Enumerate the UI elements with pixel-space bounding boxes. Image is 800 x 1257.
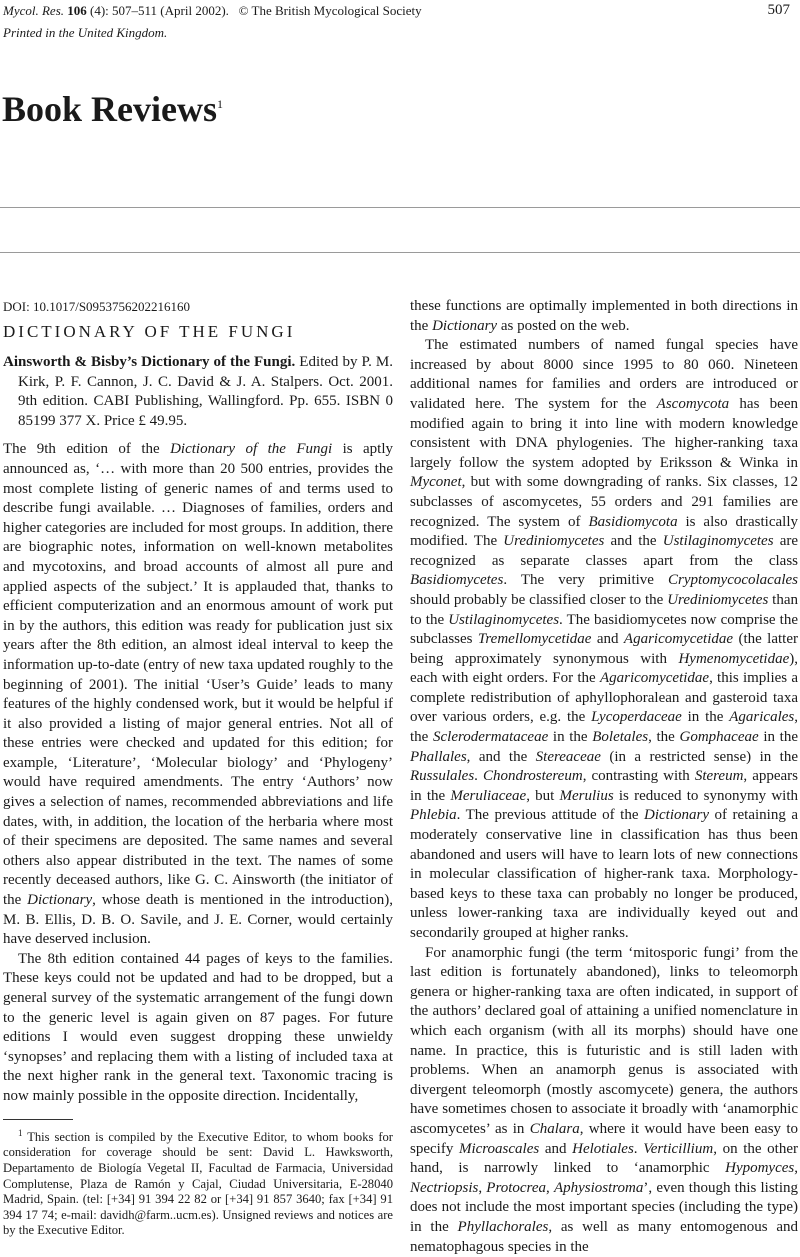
italic-term: Nectriopsis [410,1179,479,1196]
text-run: , [546,1179,554,1196]
text-run: (the latter being approximately synonymous with [410,631,798,667]
text-run: ’, even though this listing does not include the most important species (including the type) in the [410,1179,799,1235]
text-run: these functions are optimally implemented in both directions in the [410,298,798,334]
italic-term: Microascales [458,1140,540,1157]
volume-number: 106 [67,3,87,18]
text-run: are recognized as separate classes apart from the class [410,533,798,569]
title-footnote-mark: 1 [217,97,223,111]
italic-term: Phlebia [410,807,457,824]
italic-term: Myconet [410,474,462,491]
italic-term: Lycoperdaceae [591,709,682,726]
text-run: than to the [410,591,799,628]
left-paragraph [3,440,393,949]
text-run: , and the [466,748,536,765]
italic-term: Helotiales [572,1140,634,1157]
italic-term: Urediniomycetes [667,591,769,608]
doi-line: DOI: 10.1017/S0953756202216160 [3,299,191,314]
italic-term: Hymenomycetidae [678,650,790,667]
text-run: The estimated numbers of named fungal species have increased by about 8000 since 1995 to 80 060. Nineteen additional names for families and orders are introduced or validated here. The system for the [410,337,798,412]
italic-term: Gomphaceae [679,729,759,746]
text-run: , as well as many entomogenous and nematophagous species in the [410,1218,798,1255]
title-rule-bottom [0,252,800,253]
italic-term: Protocrea [486,1179,546,1196]
italic-term: Ascomycota [656,395,730,412]
citation-line [3,0,422,22]
text-run: as posted on the web. [497,317,630,334]
text-run: The 9th edition of the [3,441,171,458]
text-run: , but [526,787,560,804]
right-column [410,297,798,1257]
text-run: should probably be classified closer to the [410,591,668,608]
right-paragraph [410,336,798,943]
footnote-text: This section is compiled by the Executive Editor, to whom books for consideration for coverage should be sent: David L. Hawksworth, Departamento de Biología Vegetal II, Facultad de Farmacia, Universidad Complutense, Plaza de Ramón y Cajal, Ciudad Universitaria, E-28040 Madrid, Spain. (tel: [+34] 91 394 22 82 or [+34] 91 857 3640; fax [+34] 91 394 17 74; e-mail: davidh@farm..ucm.es). Unsigned reviews and notices are by the Executive Editor. [3,1129,394,1238]
book-title: Ainsworth & Bisby’s Dictionary of the Fungi. [3,354,296,370]
text-run: and [539,1140,573,1157]
right-paragraph [410,944,798,1257]
italic-term: Aphysiostroma [553,1179,644,1196]
book-details: Edited by P. M. Kirk, P. F. Cannon, J. C. David & J. A. Stalpers. Oct. 2001. 9th edition. CABI Publishing, Wallingford. Pp. 655. ISBN 0 85199 377 X. Price £ 49.95. [18,354,393,429]
italic-term: Basidiomycetes [410,572,504,589]
italic-term: Sclerodermataceae [433,729,549,746]
footnote [3,1126,393,1239]
italic-term: Phallales [410,748,467,765]
footnote-mark: 1 [18,1127,23,1138]
left-paragraph [3,950,393,1107]
running-header [3,0,422,44]
text-run: ), each with eight orders. For the [410,650,798,687]
page-number: 507 [767,2,790,18]
page-title [2,84,223,129]
text-run: , appears in the [410,768,798,804]
italic-term: Basidiomycota [588,513,678,530]
italic-term: Verticillium [643,1140,714,1157]
text-run: . The very primitive [503,572,669,589]
text-run: is also drastically modified. The [410,513,798,550]
copyright-notice: © The British Mycological Society [238,3,422,18]
italic-term: Chondrostereum [482,768,583,785]
text-run: , but with some downgrading of ranks. Six classes, 12 subclasses of ascomycetes, 55 orders and 291 families are recognized. The system of [410,474,798,530]
italic-term: Ustilaginomycetes [448,611,560,628]
text-run: and the [604,533,663,550]
review-heading: DICTIONARY OF THE FUNGI [3,322,296,341]
text-run: , the [648,729,680,746]
italic-term: Tremellomycetidae [477,631,592,648]
italic-term: Agaricomycetidae [623,631,734,648]
italic-term: Dictionary [432,317,498,334]
text-run: of retaining a moderately conservative line in classification has thus been abandoned and users will have to learn lots of new connections in molecular classification of higher-rank taxa. Morphology-based keys to these taxa can probably no longer be produced, unless lower-ranking taxa are individually keyed out and secondarily grouped at higher ranks. [410,807,799,941]
italic-term: Ustilaginomycetes [662,533,774,550]
text-run: . The basidiomycetes now comprise the subclasses [410,611,798,648]
italic-term: Merulius [559,787,614,804]
italic-term: Agaricomycetidae [599,670,710,687]
footnote-rule [3,1119,73,1120]
italic-term: Russulales [410,768,475,785]
text-run: , [794,1160,798,1177]
text-run: The 8th edition contained 44 pages of keys to the families. These keys could not be updated and had to be dropped, but a general survey of the systematic arrangement of the fungi down to the generic level is again given on 87 pages. For future editions I would even suggest dropping these unwieldy ‘synopses’ and replacing them with a listing of included taxa at the next higher rank in the general text. Taxonomic tracing is now mainly possible in the opposite direction. Incidentally, [3,950,393,1104]
text-run: and [591,631,624,648]
italic-term: Dictionary [27,892,93,909]
italic-term: Cryptomycocolacales [668,572,798,589]
italic-term: Boletales [592,729,649,746]
text-run: in the [681,709,730,726]
italic-term: Dictionary of the Fungi [170,441,333,458]
text-run: is aptly announced as, ‘… with more than 20 500 entries, provides the most complete listing of generic names of and terms used to describe fungi available. … Diagnoses of families, orders and higher categories are included for most groups. In addition, there are biographic notes, information on well-known metabolites and mycotoxins, and broad accounts of almost all pure and applied aspects of the subject.’ It is applauded that, thanks to efficient computerization and an enormous amount of work put in by the authors, this edition was ready for publication just six years after the 8th edition, an almost ideal interval to keep the information up-to-date (entry of new taxa updated roughly to the beginning of 2001). The initial ‘User’s Guide’ leads to many features of the highly condensed work, but it would be helpful if it also provided a listing of major general entries. Not all of these entries were checked and updated for this edition; for example, ‘Literature’, ‘Molecular biology’ and ‘Phylogeny’ would have required amendments. The entry ‘Authors’ now gives a selection of names, recommended abbreviations and life dates, with, in addition, the location of the herbaria where most of their specimens are deposited. The same names and several others also appear distributed in the text. The names of some recently deceased authors, like G. C. Ainsworth (the initiator of the [3,441,393,909]
text-run: , whose death is mentioned in the introduction), M. B. Ellis, D. B. O. Savile, and J. E. Corner, would certainly have deserved inclusion. [3,892,393,948]
text-run: , on the other hand, is narrowly linked to ‘anamorphic [410,1140,798,1177]
right-paragraph [410,297,798,336]
text-run: , this implies a complete redistribution of aphyllophoralean and gasteroid taxa over various orders, e.g. the [410,670,799,726]
text-run: . [474,768,483,785]
text-run: , contrasting with [582,768,695,785]
printed-notice: Printed in the United Kingdom. [3,25,168,40]
page-title-text: Book Reviews [2,89,217,129]
text-run: (in a restricted sense) in the [600,748,798,765]
italic-term: Phyllachorales [457,1218,549,1235]
italic-term: Chalara [529,1120,580,1137]
text-run: in the [758,729,798,746]
italic-term: Agaricales [729,709,795,726]
text-run: For anamorphic fungi (the term ‘mitosporic fungi’ from the last edition is fortunately abandoned), links to teleomorph genera or higher-ranking taxa are often indicated, in support of the authors’ declared goal of attaining a unified nomenclature in which each organism (with all its morphs) should have one name. In practice, this is futuristic and is still laden with problems. When an anamorph genus is associated with divergent teleomorph (mostly ascomycete) genera, the authors have sometimes chosen to associate it broadly with ‘anamorphic ascomycetes’ as in [410,944,798,1137]
title-rule-top [0,207,800,208]
text-run: . The previous attitude of the [456,807,644,824]
text-run: is reduced to synonymy with [613,787,798,804]
left-body-text [3,440,393,1106]
text-run: in the [548,729,593,746]
text-run: . [633,1140,644,1157]
journal-abbrev: Mycol. Res. [3,3,65,18]
italic-term: Stereum [694,768,744,785]
italic-term: Stereaceae [535,748,601,765]
issue-pages: (4): 507–511 (April 2002). [90,3,229,18]
text-run: , [478,1179,487,1196]
left-column [3,297,393,1239]
text-run: , where it would have been easy to specify [410,1120,798,1157]
italic-term: Urediniomycetes [503,533,605,550]
book-citation [3,353,393,431]
italic-term: Meruliaceae [450,787,527,804]
text-run: , the [410,709,798,746]
italic-term: Dictionary [644,807,709,824]
italic-term: Hypomyces [725,1160,795,1177]
text-run: has been modified again to bring it into line with modern knowledge consistent with DNA phylogenies. The higher-ranking taxa largely follow the system adopted by Eriksson & Winka in [410,395,798,471]
